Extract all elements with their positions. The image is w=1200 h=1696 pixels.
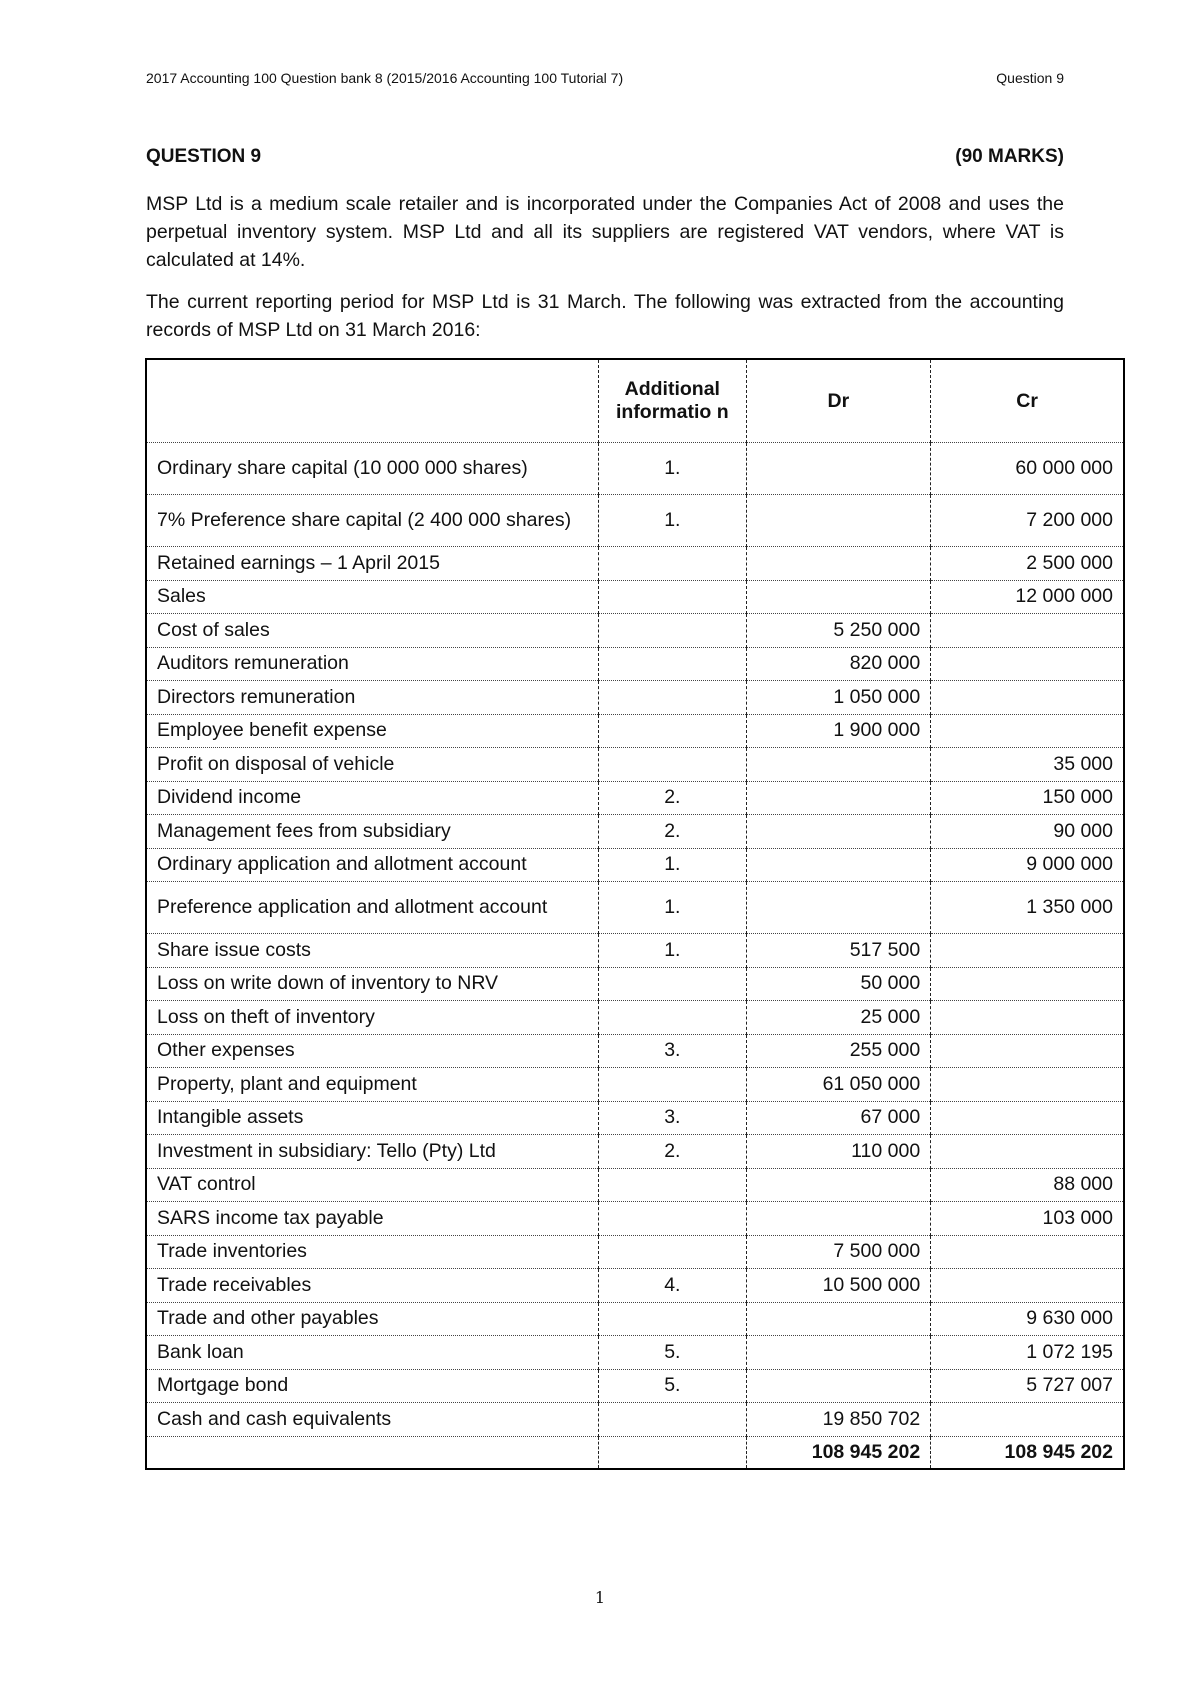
page-number: 1: [594, 1588, 606, 1607]
row-additional-info: 1.: [599, 848, 746, 882]
row-cr: 60 000 000: [931, 443, 1124, 495]
row-additional-info: 2.: [599, 781, 746, 815]
row-description: Management fees from subsidiary: [146, 815, 599, 849]
table-row: [146, 781, 1124, 815]
table-row: [146, 580, 1124, 614]
row-description: Auditors remuneration: [146, 647, 599, 681]
period-paragraph: The current reporting period for MSP Ltd is 31 March. The following was extracted from the accounting records of MSP Ltd on 31 March 2016:: [146, 291, 1064, 341]
row-cr: 103 000: [931, 1202, 1124, 1236]
row-description: Bank loan: [146, 1336, 599, 1370]
row-cr: [931, 1068, 1124, 1102]
table-row: [146, 681, 1124, 715]
row-additional-info: [599, 647, 746, 681]
table-row: [146, 848, 1124, 882]
row-cr: [931, 934, 1124, 968]
row-additional-info: 5.: [599, 1369, 746, 1403]
table-row: [146, 1302, 1124, 1336]
row-description: Mortgage bond: [146, 1369, 599, 1403]
row-cr: 2 500 000: [931, 547, 1124, 581]
row-additional-info: 1.: [599, 882, 746, 934]
row-cr: [931, 681, 1124, 715]
row-dr: 50 000: [746, 967, 931, 1001]
table-row: [146, 1135, 1124, 1169]
row-cr: 90 000: [931, 815, 1124, 849]
table-row: [146, 714, 1124, 748]
row-dr: 5 250 000: [746, 614, 931, 648]
row-description: Loss on theft of inventory: [146, 1001, 599, 1035]
table-row: [146, 1269, 1124, 1303]
row-dr: [746, 882, 931, 934]
trial-balance-table: [145, 358, 1125, 1470]
row-description: Cost of sales: [146, 614, 599, 648]
table-row: [146, 1101, 1124, 1135]
header-question-ref: Question 9: [996, 70, 1064, 86]
question-title-row: [146, 146, 1064, 168]
row-cr: [931, 1135, 1124, 1169]
row-additional-info: [599, 967, 746, 1001]
total-dr: 108 945 202: [746, 1436, 931, 1469]
total-row: [146, 1436, 1124, 1469]
header-additional-information: Additional informatio n: [599, 359, 746, 443]
row-dr: [746, 495, 931, 547]
row-cr: [931, 1235, 1124, 1269]
row-additional-info: 5.: [599, 1336, 746, 1370]
row-description: Profit on disposal of vehicle: [146, 748, 599, 782]
row-additional-info: [599, 1302, 746, 1336]
table-header-row: [146, 359, 1124, 443]
table-row: [146, 647, 1124, 681]
table-row: [146, 495, 1124, 547]
row-additional-info: [599, 614, 746, 648]
table-row: [146, 1369, 1124, 1403]
row-dr: [746, 1202, 931, 1236]
table-row: [146, 1336, 1124, 1370]
table-row: [146, 1034, 1124, 1068]
row-dr: 517 500: [746, 934, 931, 968]
row-cr: 7 200 000: [931, 495, 1124, 547]
table-row: [146, 1068, 1124, 1102]
total-info: [599, 1436, 746, 1469]
row-cr: [931, 614, 1124, 648]
row-dr: 67 000: [746, 1101, 931, 1135]
row-description: Intangible assets: [146, 1101, 599, 1135]
row-cr: [931, 647, 1124, 681]
row-dr: 1 050 000: [746, 681, 931, 715]
table-row: [146, 547, 1124, 581]
row-additional-info: 2.: [599, 1135, 746, 1169]
row-dr: [746, 748, 931, 782]
row-description: 7% Preference share capital (2 400 000 shares): [146, 495, 599, 547]
row-description: Ordinary share capital (10 000 000 shares): [146, 443, 599, 495]
question-marks: (90 MARKS): [955, 146, 1064, 167]
header-cr: Cr: [931, 359, 1124, 443]
row-dr: [746, 547, 931, 581]
row-description: Trade receivables: [146, 1269, 599, 1303]
row-dr: [746, 1168, 931, 1202]
row-description: Preference application and allotment account: [146, 882, 599, 934]
row-cr: 88 000: [931, 1168, 1124, 1202]
row-description: VAT control: [146, 1168, 599, 1202]
row-additional-info: [599, 1202, 746, 1236]
row-description: Employee benefit expense: [146, 714, 599, 748]
header-description: [146, 359, 599, 443]
total-cr: 108 945 202: [931, 1436, 1124, 1469]
row-description: Retained earnings – 1 April 2015: [146, 547, 599, 581]
row-dr: [746, 1336, 931, 1370]
row-additional-info: 1.: [599, 934, 746, 968]
row-dr: [746, 848, 931, 882]
row-description: Cash and cash equivalents: [146, 1403, 599, 1437]
row-description: Trade inventories: [146, 1235, 599, 1269]
table-row: [146, 614, 1124, 648]
row-description: Directors remuneration: [146, 681, 599, 715]
row-dr: 255 000: [746, 1034, 931, 1068]
table-row: [146, 1202, 1124, 1236]
row-additional-info: [599, 681, 746, 715]
table-row: [146, 967, 1124, 1001]
row-dr: 19 850 702: [746, 1403, 931, 1437]
row-additional-info: 3.: [599, 1034, 746, 1068]
table-row: [146, 1168, 1124, 1202]
row-dr: 25 000: [746, 1001, 931, 1035]
row-additional-info: 3.: [599, 1101, 746, 1135]
row-cr: 1 350 000: [931, 882, 1124, 934]
row-description: Property, plant and equipment: [146, 1068, 599, 1102]
row-additional-info: [599, 1001, 746, 1035]
row-additional-info: 2.: [599, 815, 746, 849]
row-description: SARS income tax payable: [146, 1202, 599, 1236]
row-description: Sales: [146, 580, 599, 614]
header-dr: Dr: [746, 359, 931, 443]
row-cr: [931, 1403, 1124, 1437]
row-description: Loss on write down of inventory to NRV: [146, 967, 599, 1001]
row-additional-info: 4.: [599, 1269, 746, 1303]
header-doc-title: 2017 Accounting 100 Question bank 8 (2015/2016 Accounting 100 Tutorial 7): [146, 70, 624, 86]
row-dr: 7 500 000: [746, 1235, 931, 1269]
row-dr: [746, 1302, 931, 1336]
table-row: [146, 882, 1124, 934]
row-cr: 150 000: [931, 781, 1124, 815]
row-additional-info: [599, 547, 746, 581]
question-title: QUESTION 9: [146, 146, 262, 167]
row-description: Trade and other payables: [146, 1302, 599, 1336]
table-row: [146, 443, 1124, 495]
row-description: Share issue costs: [146, 934, 599, 968]
row-dr: 10 500 000: [746, 1269, 931, 1303]
row-description: Ordinary application and allotment account: [146, 848, 599, 882]
row-additional-info: [599, 1403, 746, 1437]
row-cr: 1 072 195: [931, 1336, 1124, 1370]
row-dr: [746, 781, 931, 815]
table-row: [146, 1235, 1124, 1269]
row-cr: 12 000 000: [931, 580, 1124, 614]
row-dr: 61 050 000: [746, 1068, 931, 1102]
table-row: [146, 748, 1124, 782]
row-cr: [931, 1269, 1124, 1303]
row-cr: [931, 1034, 1124, 1068]
table-row: [146, 1403, 1124, 1437]
row-description: Other expenses: [146, 1034, 599, 1068]
intro-paragraph: MSP Ltd is a medium scale retailer and is incorporated under the Companies Act of 2008 and uses the perpetual inventory system. MSP Ltd and all its suppliers are registered VAT vendors, where VAT is calculated at 14%.: [146, 193, 1064, 271]
table-row: [146, 1001, 1124, 1035]
row-dr: [746, 580, 931, 614]
row-dr: [746, 443, 931, 495]
row-additional-info: [599, 1068, 746, 1102]
row-additional-info: [599, 580, 746, 614]
total-desc: [146, 1436, 599, 1469]
row-dr: 110 000: [746, 1135, 931, 1169]
table-row: [146, 815, 1124, 849]
row-cr: 9 630 000: [931, 1302, 1124, 1336]
row-cr: [931, 714, 1124, 748]
row-dr: 820 000: [746, 647, 931, 681]
row-description: Investment in subsidiary: Tello (Pty) Ltd: [146, 1135, 599, 1169]
row-additional-info: [599, 1168, 746, 1202]
row-cr: [931, 1101, 1124, 1135]
page-header: [146, 70, 1064, 86]
row-cr: [931, 967, 1124, 1001]
row-additional-info: [599, 748, 746, 782]
row-additional-info: [599, 1235, 746, 1269]
row-dr: [746, 1369, 931, 1403]
row-additional-info: 1.: [599, 495, 746, 547]
row-cr: 5 727 007: [931, 1369, 1124, 1403]
row-additional-info: [599, 714, 746, 748]
row-dr: 1 900 000: [746, 714, 931, 748]
row-cr: [931, 1001, 1124, 1035]
row-dr: [746, 815, 931, 849]
row-description: Dividend income: [146, 781, 599, 815]
row-cr: 9 000 000: [931, 848, 1124, 882]
row-additional-info: 1.: [599, 443, 746, 495]
table-row: [146, 934, 1124, 968]
row-cr: 35 000: [931, 748, 1124, 782]
